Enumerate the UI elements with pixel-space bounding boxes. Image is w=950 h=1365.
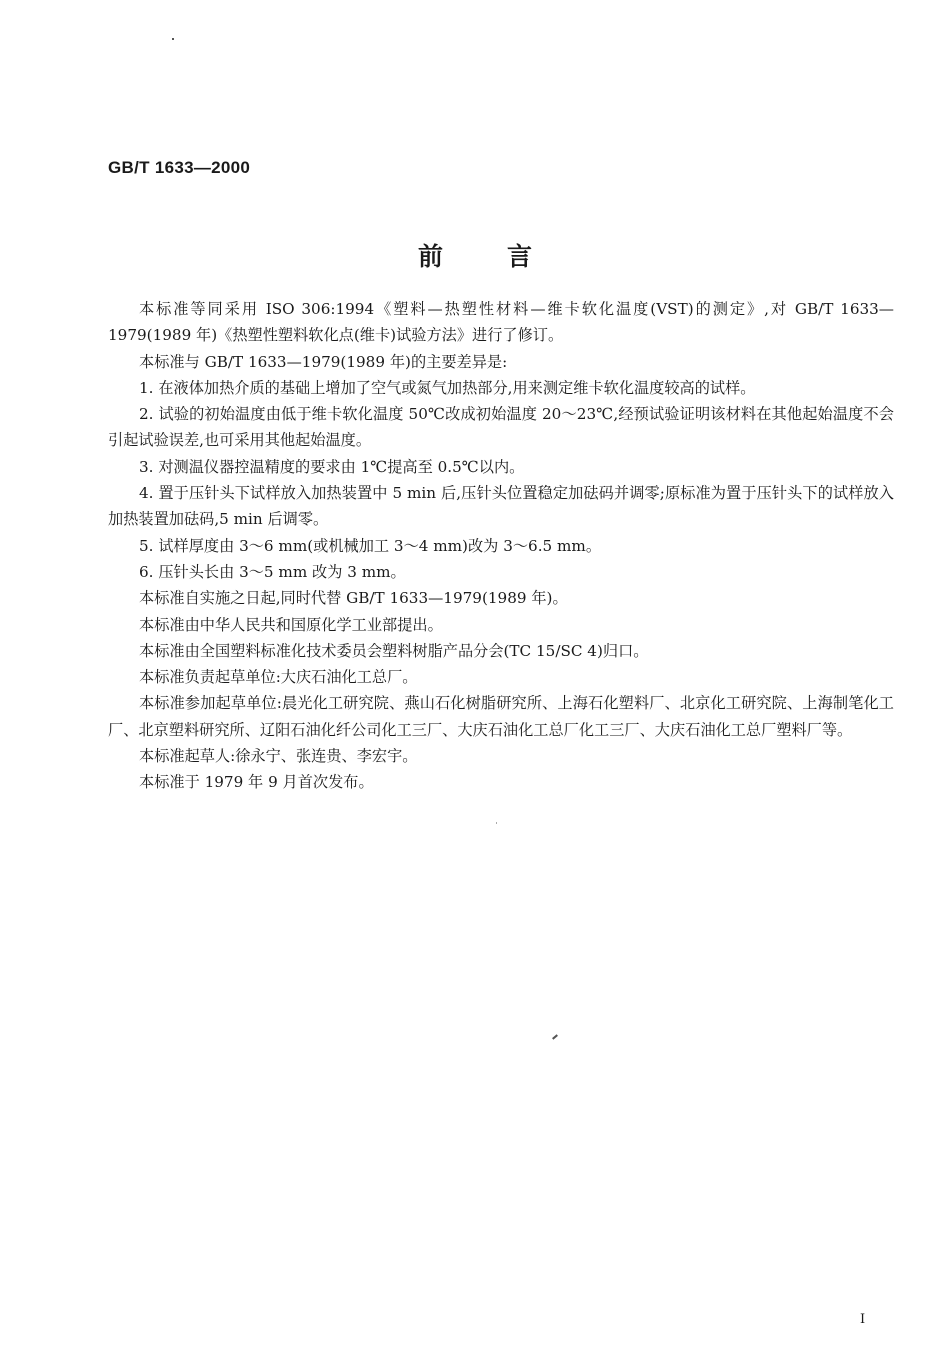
scan-speck	[496, 822, 497, 824]
paragraph-differences-lead: 本标准与 GB/T 1633—1979(1989 年)的主要差异是:	[139, 352, 508, 371]
paragraph-replacement: 本标准自实施之日起,同时代替 GB/T 1633—1979(1989 年)。	[139, 589, 568, 608]
paragraph-intro: 本标准等同采用 ISO 306:1994《塑料—热塑性材料—维卡软化温度(VST)的测定》,对 GB/T 1633—1979(1989 年)《热塑性塑料软化点(维卡)试验方法》进行了修订。	[108, 300, 894, 345]
paragraph-committee: 本标准由全国塑料标准化技术委员会塑料树脂产品分会(TC 15/SC 4)归口。	[139, 641, 649, 660]
difference-item-1: 1. 在液体加热介质的基础上增加了空气或氮气加热部分,用来测定维卡软化温度较高的试样。	[139, 378, 756, 397]
paragraph-proposer: 本标准由中华人民共和国原化学工业部提出。	[139, 615, 443, 634]
difference-item-2: 2. 试验的初始温度由低于维卡软化温度 50℃改成初始温度 20～23℃,经预试验证明该材料在其他起始温度不会引起试验误差,也可采用其他起始温度。	[108, 405, 894, 450]
difference-item-6: 6. 压针头长由 3～5 mm 改为 3 mm。	[139, 562, 406, 581]
page-title: 前言	[417, 242, 596, 271]
foreword-body	[108, 296, 894, 796]
standard-code: GB/T 1633—2000	[108, 158, 251, 177]
scan-speck	[552, 1034, 558, 1039]
paragraph-first-issue: 本标准于 1979 年 9 月首次发布。	[139, 773, 374, 792]
difference-item-3: 3. 对测温仪器控温精度的要求由 1℃提高至 0.5℃以内。	[139, 457, 525, 476]
difference-item-4: 4. 置于压针头下试样放入加热装置中 5 min 后,压针头位置稳定加砝码并调零;原标准为置于压针头下的试样放入加热装置加砝码,5 min 后调零。	[108, 484, 894, 529]
paragraph-drafters: 本标准起草人:徐永宁、张连贵、李宏宇。	[139, 747, 418, 766]
page-number: I	[860, 1312, 866, 1327]
scan-speck	[172, 38, 174, 40]
paragraph-participants: 本标准参加起草单位:晨光化工研究院、燕山石化树脂研究所、上海石化塑料厂、北京化工研究院、上海制笔化工厂、北京塑料研究所、辽阳石油化纤公司化工三厂、大庆石油化工总厂化工三厂、大庆石油化工总厂塑料厂等。	[108, 694, 894, 739]
paragraph-lead-drafter: 本标准负责起草单位:大庆石油化工总厂。	[139, 668, 418, 687]
difference-item-5: 5. 试样厚度由 3～6 mm(或机械加工 3～4 mm)改为 3～6.5 mm。	[139, 536, 602, 555]
